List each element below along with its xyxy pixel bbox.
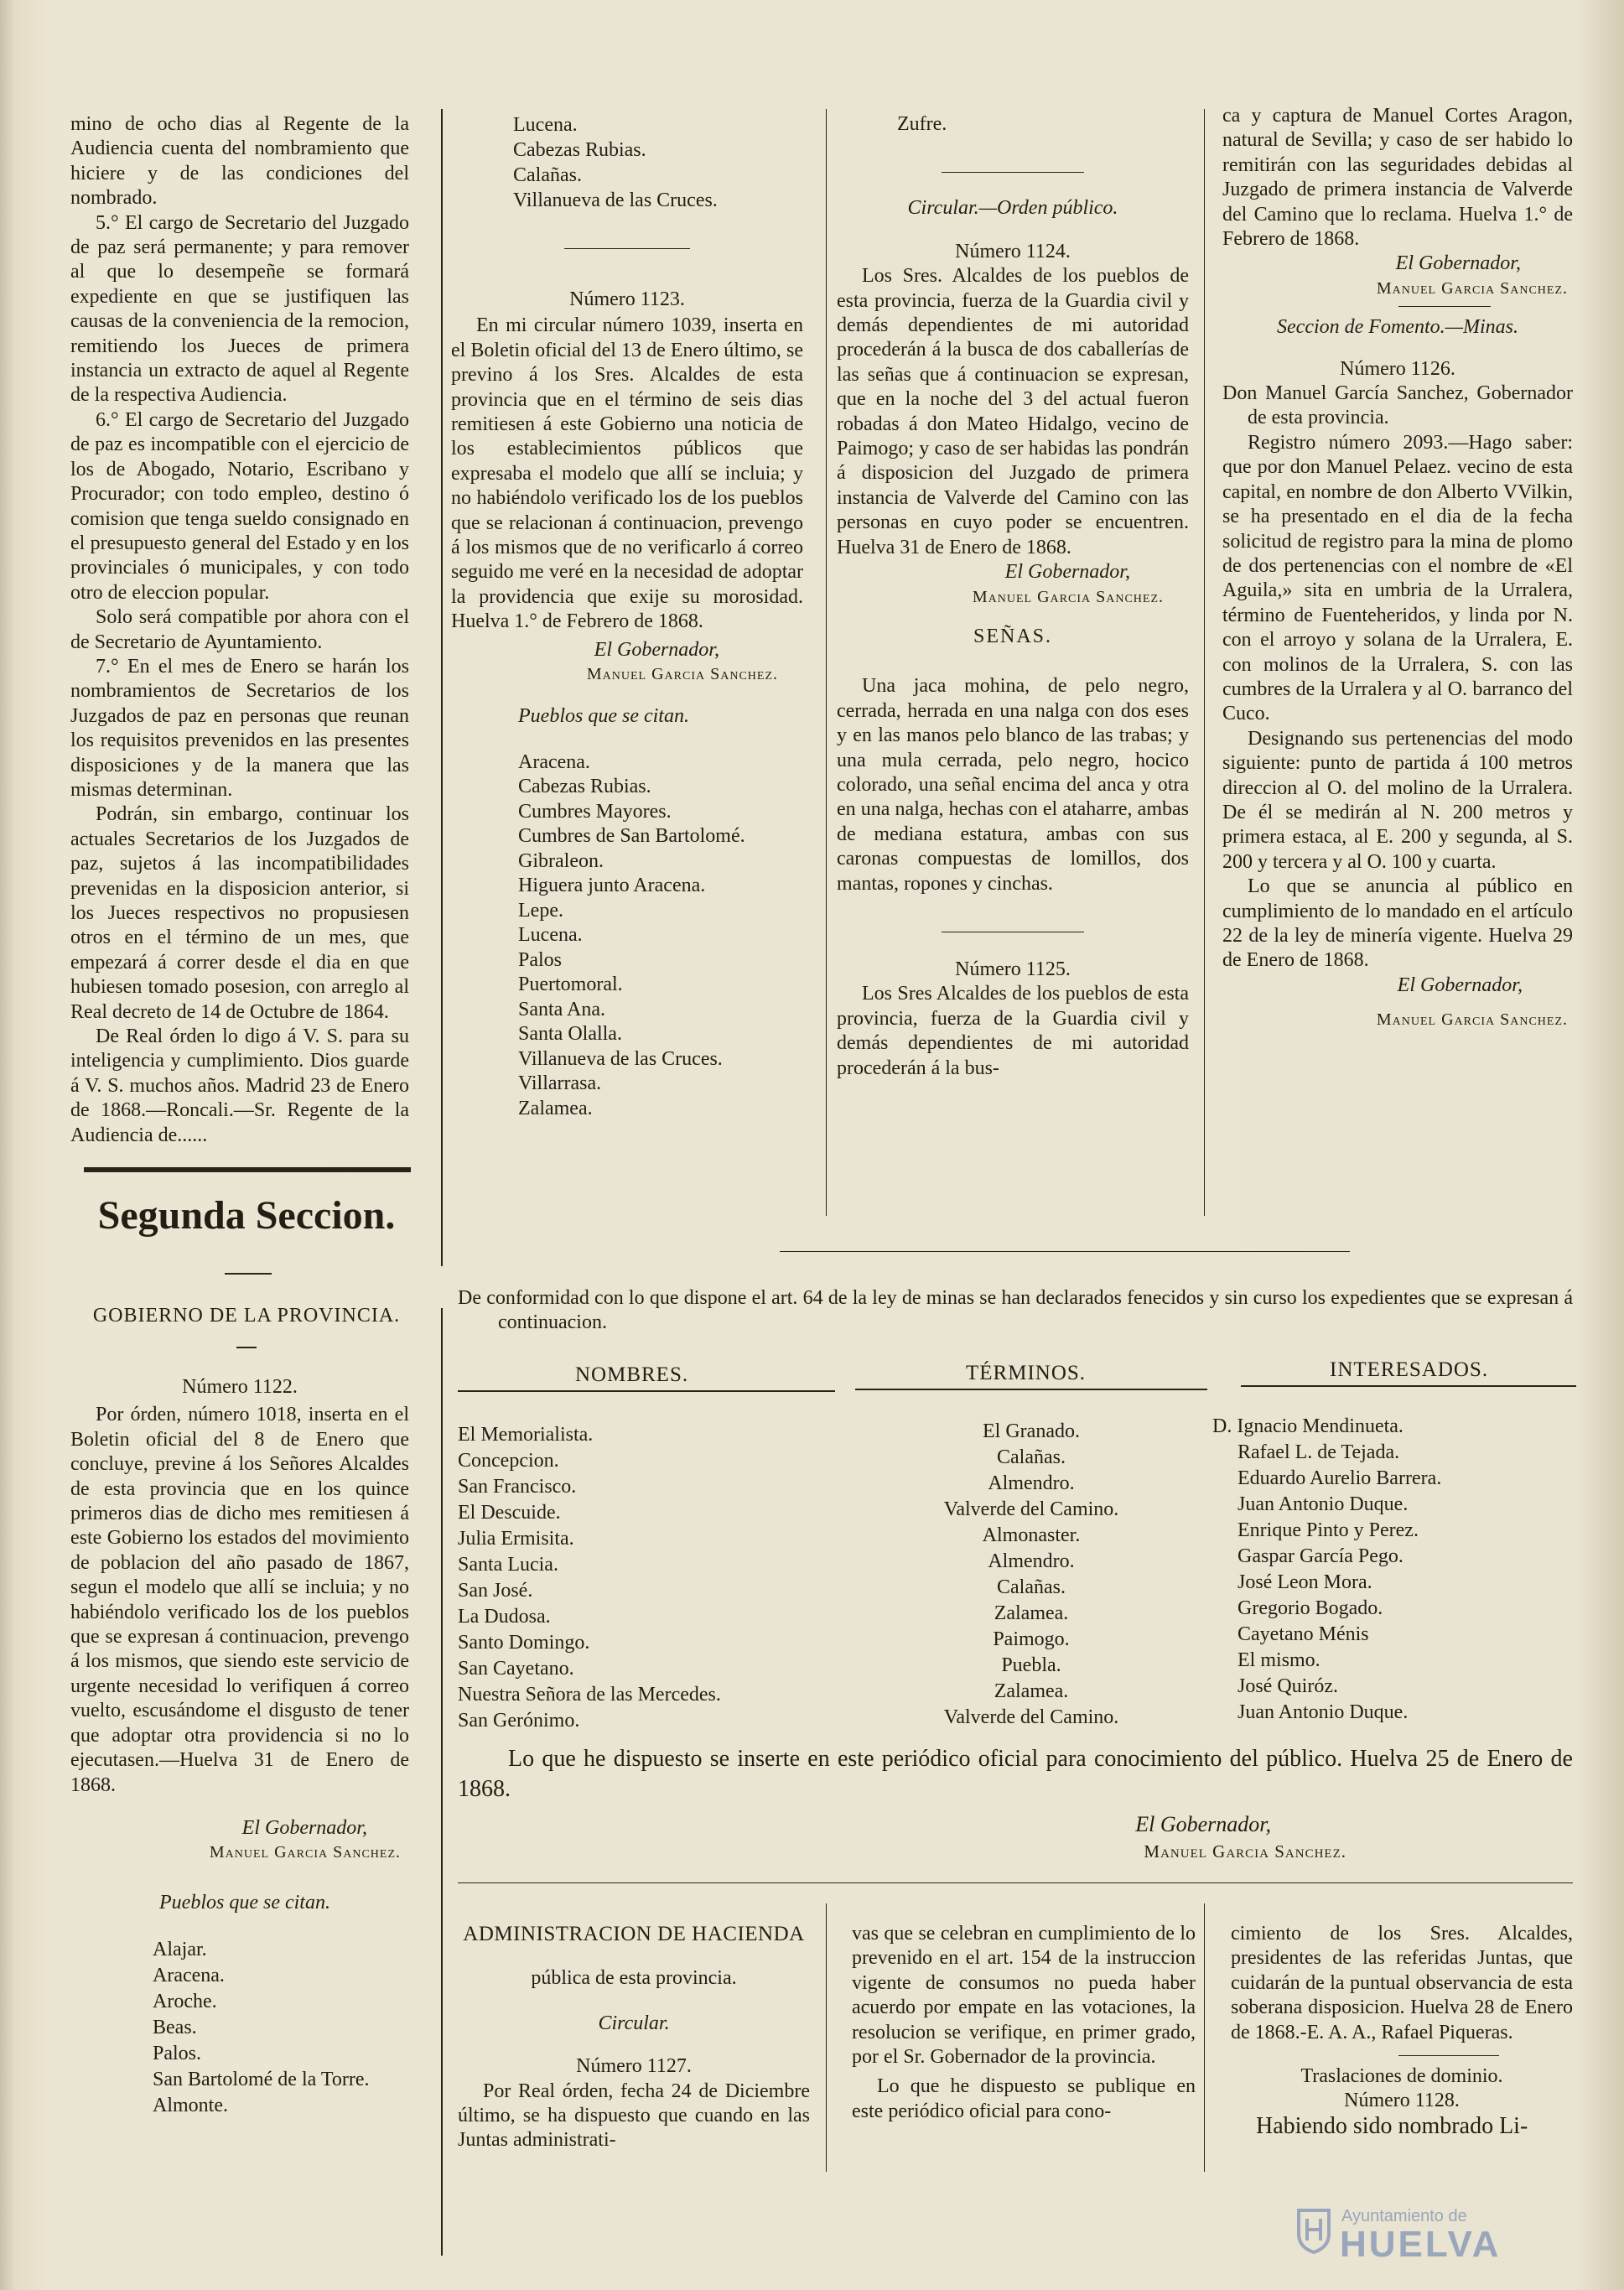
- table-cell: Puebla.: [1001, 1654, 1061, 1676]
- header-nombres: NOMBRES.: [575, 1363, 689, 1386]
- table-cell: Juan Antonio Duque.: [1237, 1701, 1409, 1723]
- town-item: Aroche.: [153, 1991, 217, 2013]
- paragraph: Lo que he dispuesto se publique en este periódico oficial para cono-: [852, 2075, 1196, 2122]
- table-cell: Valverde del Camino.: [943, 1706, 1119, 1728]
- signature-name: Manuel Garcia Sanchez.: [972, 587, 1164, 606]
- paragraph: Lo que se anuncia al público en cumplimiento de lo mandado en el artículo 22 de la ley de minería vigente. Huelva 29 de Enero de 1868.: [1222, 875, 1573, 972]
- circular-heading: Circular.—Orden público.: [907, 197, 1118, 220]
- table-cell: Eduardo Aurelio Barrera.: [1237, 1467, 1442, 1489]
- table-cell: Enrique Pinto y Perez.: [1237, 1519, 1419, 1541]
- town-item: Palos.: [153, 2043, 202, 2065]
- table-cell: El Granado.: [983, 1420, 1080, 1442]
- towns-heading: Pueblos que se citan.: [518, 704, 689, 727]
- table-cell: Juan Antonio Duque.: [1237, 1493, 1409, 1515]
- paragraph: Designando sus pertenencias del modo siguiente: punto de partida á 100 metros direccion al O. del molino de la Urralera. De él se medirán al N. 200 metros y primera estaca, al E. 200 y segunda, al S. 200 y tercera y al O. 100 y cuarta.: [1222, 727, 1573, 873]
- paragraph: Don Manuel García Sanchez, Gobernador de esta provincia.: [1222, 382, 1573, 429]
- town-item: Alajar.: [153, 1939, 207, 1961]
- table-cell: Almonaster.: [982, 1524, 1081, 1546]
- paragraph: Solo será compatible por ahora con el de Secretario de Ayuntamiento.: [70, 606, 409, 653]
- table-cell: D. Ignacio Mendinueta.: [1212, 1415, 1403, 1437]
- signature-name: Manuel Garcia Sanchez.: [1376, 1010, 1568, 1030]
- column-rule: [441, 109, 443, 1266]
- number-1127: Número 1127.: [576, 2055, 692, 2078]
- paragraph: Podrán, sin embargo, continuar los actuales Secretarios de los Juzgados de paz, sujetos á las incompatibilidades prevenidas en la disposicion anterior, si los Jueces respectivos no propusiesen otros en el término de un mes, que empezará á correr desde el dia en que hubiesen tomado posesion, con arreglo al Real decreto de 14 de Octubre de 1864.: [70, 803, 409, 1023]
- signature-title: El Gobernador,: [1397, 974, 1523, 996]
- paragraph: 5.° El cargo de Secretario del Juzgado de paz será permanente; y para remover al que lo desempeñe se formará expediente en que se justifiquen las causas de la conveniencia de la remocion, remitiendo los Jueces de primera instancia un extracto de aquel al Regente de la respectiva Audiencia.: [70, 211, 409, 407]
- paragraph: Registro número 2093.—Hago saber: que por don Manuel Pelaez. vecino de esta capital, en nombre de don Alberto VVilkin, se ha presentado en el dia de la fecha solicitud de registro para la mina de plomo de dos pertenencias con el nombre de «El Aguila,» sita en umbria de la Urralera, término de Fuenteheridos, y linda por N. con el arroyo y solana de la Urralera, E. con molinos de la Urralera, S. con las cumbres de la Urralera y al O. barranco del Cuco.: [1222, 431, 1573, 725]
- paragraph: Los Sres Alcaldes de los pueblos de esta provincia, fuerza de la Guardia civil y demás dependientes de mi autoridad procederán á la bus-: [837, 983, 1189, 1079]
- table-cell: Rafael L. de Tejada.: [1237, 1441, 1400, 1463]
- header-interesados: INTERESADOS.: [1330, 1358, 1489, 1381]
- separator-rule: [942, 172, 1084, 173]
- short-rule: [236, 1347, 257, 1348]
- number-1123: Número 1123.: [569, 288, 685, 310]
- bottom-col-3: [1231, 1922, 1573, 2138]
- towns-heading: Pueblos que se citan.: [159, 1891, 330, 1914]
- table-cell: Gaspar García Pego.: [1237, 1545, 1403, 1567]
- table-cell: José Leon Mora.: [1237, 1571, 1372, 1593]
- signature-title: El Gobernador,: [594, 638, 719, 661]
- town-item: Villanueva de las Cruces.: [518, 1047, 723, 1070]
- bottom-col-1: [458, 1922, 810, 2153]
- section-divider: [84, 1167, 411, 1172]
- town-item: Higuera junto Aracena.: [518, 875, 706, 897]
- number-1124: Número 1124.: [955, 240, 1071, 262]
- huelva-shield-icon: [1295, 2207, 1332, 2254]
- town-item: Gibraleon.: [518, 849, 604, 872]
- number-1128: Número 1128.: [1344, 2090, 1460, 2112]
- bottom-col-2: [852, 1922, 1196, 2124]
- fomento-heading: Seccion de Fomento.—Minas.: [1277, 316, 1518, 339]
- terminos-column: [864, 1419, 1199, 1731]
- table-cell: Almendro.: [988, 1550, 1075, 1572]
- admin-heading: ADMINISTRACION DE HACIENDA: [463, 1923, 805, 1945]
- traslaciones-heading: Traslaciones de dominio.: [1300, 2065, 1503, 2088]
- paragraph: vas que se celebran en cumplimiento de lo prevenido en el art. 154 de la instruccion vigente de consumos no pueda haber acuerdo por empate en las votaciones, la resolucion se verifique, en primer grado, por el Sr. Gobernador de la provincia.: [852, 1923, 1196, 2069]
- town-item: Almonte.: [153, 2095, 228, 2117]
- circular-heading: Circular.: [598, 2012, 670, 2034]
- header-rule: [855, 1389, 1207, 1390]
- section-divider: [780, 1251, 1350, 1252]
- column-rule: [1204, 1903, 1205, 2172]
- town-item: Beas.: [153, 2017, 197, 2039]
- number-1126: Número 1126.: [1340, 357, 1455, 380]
- column-4: [1222, 104, 1573, 1033]
- table-cell: José Quiróz.: [1237, 1675, 1338, 1697]
- paragraph: En mi circular número 1039, inserta en el Boletin oficial del 13 de Enero último, se previno á los Sres. Alcaldes de esta provincia que en el término de seis dias remitiesen á este Gobierno una noticia de los establecimientos públicos que expresaba el modelo que allí se incluia; y no habiéndolo verificado los de los pueblos que se relacionan á continuacion, prevengo á los mismos que de no verificarlo á correo seguido me veré en la necesidad de adoptar la providencia que exije su morosidad. Huelva 1.° de Febrero de 1868.: [451, 314, 803, 633]
- gobierno-heading: GOBIERNO DE LA PROVINCIA.: [92, 1305, 401, 1327]
- column-rule: [826, 1903, 827, 2172]
- table-cell: Cayetano Ménis: [1237, 1623, 1369, 1645]
- town-item: Villanueva de las Cruces.: [513, 190, 718, 211]
- ornament-divider: [225, 1273, 272, 1275]
- table-intro: [458, 1286, 1573, 1336]
- town-item: Lucena.: [518, 924, 583, 947]
- table-cell: San Cayetano.: [458, 1658, 574, 1680]
- town-item: Aracena.: [518, 750, 590, 773]
- column-rule: [826, 109, 827, 1216]
- towns-list: [451, 750, 803, 1122]
- paragraph: Por órden, número 1018, inserta en el Boletin oficial del 8 de Enero que concluye, previne á los Señores Alcaldes de esta provincia que en los quince primeros dias de dicho mes remitiesen á este Gobierno los estados del movimiento de poblacion del año pasado de 1867, segun el modelo que allí se incluia; y no habiéndolo verificado los de los pueblos que se expresan á continuacion, prevengo á los mismos, que siendo este servicio de urgente necesidad lo verifiquen á correo vuelto, escusándome el disgusto de tener que adoptar otra providencia si no lo ejecutasen.—Huelva 31 de Enero de 1868.: [70, 1404, 409, 1796]
- paragraph: mino de ocho dias al Regente de la Audiencia cuenta del nombramiento que hiciere y de las condiciones del nombrado.: [70, 113, 409, 210]
- paragraph: Los Sres. Alcaldes de los pueblos de esta provincia, fuerza de la Guardia civil y demás dependientes de mi autoridad procederán á la busca de dos caballerías de las señas que á continuacion se expresan, que en la noche del 3 del actual fueron robadas á don Mateo Hidalgo, vecino de Paimogo; y caso de ser habidas las pondrán á disposicion del Juzgado de primera instancia de Valverde del Camino con las personas en cuyo poder se encuentren. Huelva 31 de Enero de 1868.: [837, 265, 1189, 558]
- signature-name: Manuel Garcia Sanchez.: [209, 1843, 401, 1862]
- interesados-column: [1212, 1414, 1573, 1726]
- town-item: Palos: [518, 948, 563, 971]
- watermark-line-2: HUELVA: [1340, 2224, 1502, 2265]
- town-item: Cumbres de San Bartolomé.: [518, 825, 745, 848]
- paragraph: 6.° El cargo de Secretario del Juzgado de paz es incompatible con el ejercicio de los de Abogado, Notario, Escribano y Procurador; con todo empleo, destino ó comision que tenga sueldo consignado en el presupuesto general del Estado y en los provinciales ó municipales, y con todo otro de eleccion popular.: [70, 408, 409, 604]
- column-2: [451, 112, 803, 1121]
- signature-name: Manuel Garcia Sanchez.: [1144, 1841, 1346, 1862]
- table-cell: Santa Lucia.: [458, 1554, 558, 1576]
- header-terminos: TÉRMINOS.: [966, 1362, 1087, 1384]
- number-1122: Número 1122.: [182, 1376, 298, 1398]
- paragraph: Lo que he dispuesto se inserte en este periódico oficial para conocimiento del público. Huelva 25 de Enero de 1868.: [458, 1746, 1573, 1802]
- signature-title: El Gobernador,: [241, 1816, 367, 1839]
- paragraph: De Real órden lo digo á V. S. para su inteligencia y cumplimiento. Dios guarde á V. S. muchos años. Madrid 23 de Enero de 1868.—Roncali.—Sr. Regente de la Audiencia de......: [70, 1026, 409, 1146]
- table-cell: San José.: [458, 1580, 533, 1602]
- signature-title: El Gobernador,: [1004, 561, 1130, 584]
- table-cell: Paimogo.: [993, 1628, 1070, 1650]
- table-cell: El Descuide.: [458, 1502, 561, 1524]
- header-rule: [1241, 1385, 1576, 1387]
- paragraph: ca y captura de Manuel Cortes Aragon, natural de Sevilla; y caso de ser habido lo remitirán con las seguridades debidas al Juzgado de primera instancia de Valverde del Camino que lo reclama. Huelva 1.° de Febrero de 1868.: [1222, 105, 1573, 251]
- table-cell: Concepcion.: [458, 1450, 559, 1472]
- column-rule: [441, 1308, 443, 2256]
- table-cell: La Dudosa.: [458, 1606, 551, 1628]
- town-item: Villarrasa.: [518, 1072, 602, 1095]
- table-cell: Calañas.: [997, 1576, 1066, 1598]
- signature-title: El Gobernador,: [1395, 252, 1521, 275]
- table-cell: Almendro.: [988, 1472, 1075, 1494]
- paragraph: 7.° En el mes de Enero se harán los nombramientos de Secretarios de los Juzgados de paz en personas que reunan los requisitos prevenidos en las presentes disposiciones y de la manera que las mismas determinan.: [70, 655, 409, 801]
- column-1: [70, 112, 409, 1148]
- watermark-line-1: Ayuntamiento de: [1341, 2207, 1467, 2225]
- table-cell: Santo Domingo.: [458, 1632, 590, 1654]
- table-cell: Zalamea.: [994, 1602, 1069, 1624]
- town-item: Calañas.: [513, 164, 582, 186]
- nombres-column: [458, 1422, 827, 1734]
- paragraph: De conformidad con lo que dispone el art. 64 de la ley de minas se han declarados fenecidos y sin curso los expedientes que se expresan á continuacion.: [458, 1287, 1573, 1334]
- table-closing: [458, 1744, 1573, 1863]
- signature-name: Manuel Garcia Sanchez.: [1376, 278, 1568, 298]
- column-1-lower: [70, 1375, 409, 2119]
- town-item: Lepe.: [518, 899, 563, 922]
- table-cell: Nuestra Señora de las Mercedes.: [458, 1684, 721, 1706]
- town-item: Santa Olalla.: [518, 1023, 622, 1046]
- town-item: Lucena.: [513, 114, 578, 136]
- separator-rule: [1398, 2055, 1499, 2056]
- town-item: Cabezas Rubias.: [518, 776, 651, 798]
- signature-name: Manuel Garcia Sanchez.: [586, 665, 778, 684]
- table-cell: El mismo.: [1237, 1649, 1320, 1671]
- town-item: Cumbres Mayores.: [518, 800, 672, 823]
- table-cell: Valverde del Camino.: [943, 1498, 1119, 1520]
- paragraph: Por Real órden, fecha 24 de Diciembre último, se ha dispuesto que cuando en las Juntas administrati-: [458, 2080, 810, 2152]
- town-item: Santa Ana.: [518, 998, 605, 1020]
- table-cell: El Memorialista.: [458, 1424, 594, 1446]
- towns-list: [451, 112, 803, 213]
- towns-list: [70, 1937, 409, 2119]
- town-item: Zufre.: [897, 113, 947, 135]
- town-item: Aracena.: [153, 1965, 225, 1987]
- town-item: Zalamea.: [518, 1097, 593, 1119]
- separator-rule: [1398, 306, 1491, 307]
- table-cell: San Francisco.: [458, 1476, 577, 1498]
- column-rule: [1204, 109, 1205, 1216]
- header-rule: [458, 1390, 835, 1392]
- town-item: San Bartolomé de la Torre.: [153, 2069, 370, 2091]
- signature-title: El Gobernador,: [1135, 1812, 1271, 1836]
- senas-heading: SEÑAS.: [973, 625, 1053, 647]
- number-1125: Número 1125.: [955, 958, 1071, 980]
- table-cell: Zalamea.: [994, 1680, 1069, 1702]
- town-item: Cabezas Rubias.: [513, 139, 646, 161]
- table-cell: Calañas.: [997, 1446, 1066, 1468]
- section-divider: [458, 1882, 1573, 1883]
- table-cell: Gregorio Bogado.: [1237, 1597, 1383, 1619]
- town-item: Puertomoral.: [518, 974, 623, 996]
- section-title: Segunda Seccion.: [97, 1193, 396, 1238]
- separator-rule: [564, 248, 690, 249]
- table-cell: Julia Ermisita.: [458, 1528, 574, 1550]
- table-cell: San Gerónimo.: [458, 1710, 580, 1732]
- paragraph: Habiendo sido nombrado Li-: [1256, 2112, 1528, 2139]
- column-3: [837, 112, 1189, 1081]
- admin-subheading: pública de esta provincia.: [531, 1967, 737, 1990]
- paragraph: Una jaca mohina, de pelo negro, cerrada, herrada en una nalga con dos eses y en las manos pelo blanco de las trabas; y una mula cerrada, pelo negro, hocico colorado, una señal encima del anca y otra en una nalga, hechas con el ataharre, ambas de mediana estatura, ambas con sus caronas compuestas de lomillos, dos mantas, ropones y cinchas.: [837, 675, 1189, 895]
- paragraph: cimiento de los Sres. Alcaldes, presidentes de las referidas Juntas, que cuidarán de la puntual observancia de esta soberana disposicion. Huelva 28 de Enero de 1868.-E. A. A., Rafael Piqueras.: [1231, 1923, 1573, 2043]
